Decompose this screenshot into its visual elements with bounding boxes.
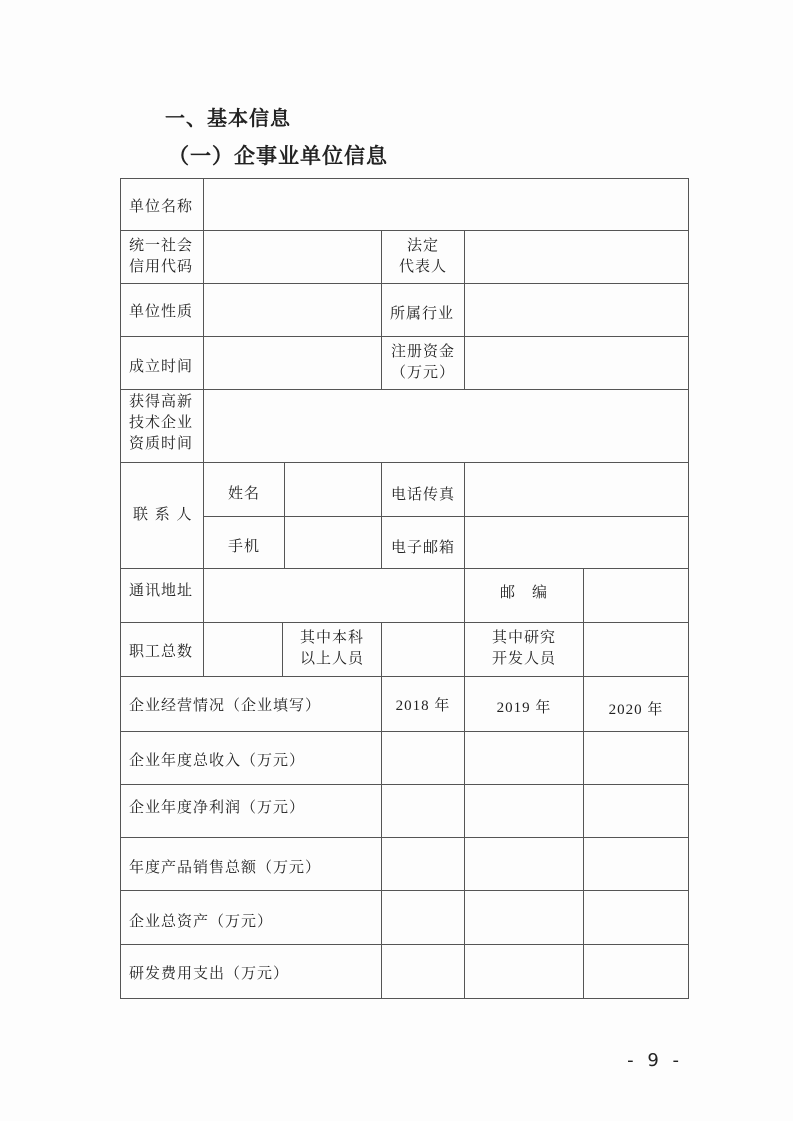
section-heading: 一、基本信息 (165, 106, 291, 130)
input-industry[interactable] (465, 284, 688, 336)
label-email: 电子邮箱 (390, 538, 455, 556)
input-mobile[interactable] (285, 517, 381, 568)
label-industry: 所属行业 (390, 304, 455, 322)
label-legal-rep-line1: 法定 (406, 236, 439, 254)
input-revenue-2018[interactable] (382, 732, 464, 784)
input-sales-2018[interactable] (382, 838, 464, 890)
input-credit-code[interactable] (204, 231, 381, 283)
label-bachelor-line1: 其中本科 (299, 628, 364, 646)
input-rd-2019[interactable] (465, 945, 583, 998)
label-credit-code-line2: 信用代码 (129, 257, 194, 275)
input-legal-rep[interactable] (465, 231, 688, 283)
label-postcode: 邮 编 (499, 583, 548, 601)
label-credit-code-line1: 统一社会 (129, 236, 194, 254)
subsection-heading: （一）企事业单位信息 (168, 144, 388, 168)
input-phone-fax[interactable] (465, 463, 688, 516)
row-label-sales: 年度产品销售总额（万元） (129, 858, 322, 876)
input-profit-2018[interactable] (382, 785, 464, 837)
input-revenue-2019[interactable] (465, 732, 583, 784)
page-number: - 9 - (627, 1050, 683, 1071)
operations-header: 企业经营情况（企业填写） (129, 696, 322, 714)
input-postcode[interactable] (584, 569, 688, 622)
input-sales-2020[interactable] (584, 838, 688, 890)
input-assets-2018[interactable] (382, 891, 464, 944)
input-assets-2019[interactable] (465, 891, 583, 944)
input-profit-2020[interactable] (584, 785, 688, 837)
row-label-revenue: 企业年度总收入（万元） (129, 751, 306, 769)
label-rd-staff-line2: 开发人员 (491, 649, 556, 667)
label-bachelor-line2: 以上人员 (299, 649, 364, 667)
input-profit-2019[interactable] (465, 785, 583, 837)
input-founded[interactable] (204, 337, 381, 389)
input-hitech-date[interactable] (204, 390, 688, 462)
input-staff-total[interactable] (204, 623, 282, 676)
label-address: 通讯地址 (129, 581, 194, 599)
label-hitech-line2: 技术企业 (129, 413, 194, 431)
label-unit-nature: 单位性质 (129, 302, 194, 320)
label-hitech-line1: 获得高新 (129, 392, 194, 410)
label-rd-staff-line1: 其中研究 (491, 628, 556, 646)
input-reg-capital[interactable] (465, 337, 688, 389)
row-label-assets: 企业总资产（万元） (129, 912, 274, 930)
input-unit-name[interactable] (204, 179, 688, 230)
input-rd-2018[interactable] (382, 945, 464, 998)
label-reg-capital-line2: （万元） (390, 363, 455, 381)
input-unit-nature[interactable] (204, 284, 381, 336)
label-name: 姓名 (227, 484, 260, 502)
input-address[interactable] (204, 569, 464, 622)
input-contact-name[interactable] (285, 463, 381, 516)
input-rd-2020[interactable] (584, 945, 688, 998)
input-bachelor-count[interactable] (382, 623, 464, 676)
label-staff-total: 职工总数 (129, 642, 194, 660)
year-2019: 2019 年 (496, 700, 552, 716)
label-legal-rep-line2: 代表人 (398, 257, 447, 275)
label-unit-name: 单位名称 (129, 197, 194, 215)
input-email[interactable] (465, 517, 688, 568)
label-reg-capital-line1: 注册资金 (390, 342, 455, 360)
input-revenue-2020[interactable] (584, 732, 688, 784)
input-rd-staff[interactable] (584, 623, 688, 676)
label-phone-fax: 电话传真 (390, 485, 455, 503)
row-label-net-profit: 企业年度净利润（万元） (129, 798, 306, 816)
row-label-rd-expense: 研发费用支出（万元） (129, 964, 290, 982)
label-hitech-line3: 资质时间 (129, 434, 194, 452)
label-contact: 联 系 人 (133, 505, 193, 523)
year-2018: 2018 年 (395, 698, 451, 714)
label-founded: 成立时间 (129, 357, 194, 375)
input-assets-2020[interactable] (584, 891, 688, 944)
label-mobile: 手机 (227, 537, 260, 555)
input-sales-2019[interactable] (465, 838, 583, 890)
year-2020: 2020 年 (608, 702, 664, 718)
